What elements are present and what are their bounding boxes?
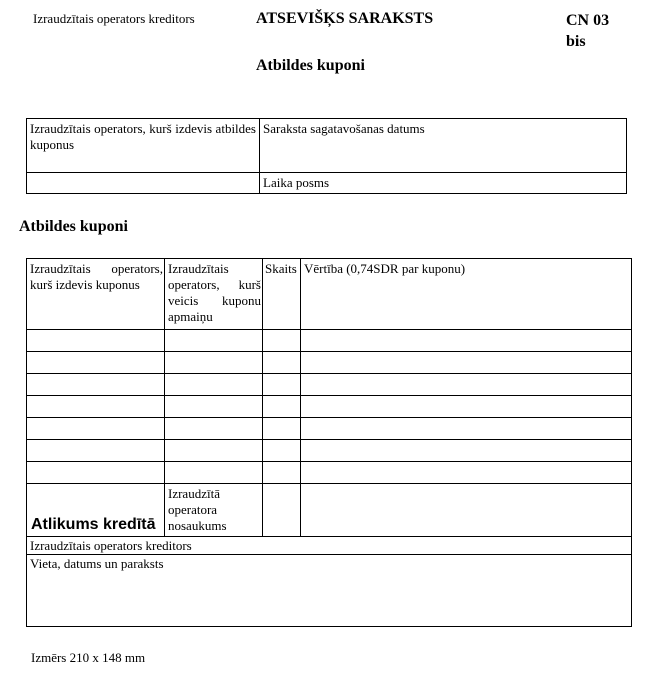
table-row bbox=[26, 351, 632, 352]
table-row bbox=[26, 461, 632, 462]
document-subtitle: Atbildes kuponi bbox=[256, 57, 365, 74]
table-row bbox=[26, 417, 632, 418]
table-row bbox=[26, 483, 632, 484]
form-code-line2: bis bbox=[566, 33, 586, 50]
table-row bbox=[26, 373, 632, 374]
signature-field-label: Vieta, datums un paraksts bbox=[30, 556, 164, 571]
col-header-count: Skaits bbox=[265, 261, 297, 276]
form-code-line1: CN 03 bbox=[566, 12, 610, 29]
table-row bbox=[26, 329, 632, 330]
col-header-exchanger: Izraudzītais operators, kurš veicis kuponu apmaiņu bbox=[168, 261, 261, 324]
form-code bbox=[566, 10, 609, 52]
info-table-divider bbox=[259, 118, 260, 194]
creditor-operator-field-label: Izraudzītais operators kreditors bbox=[30, 538, 192, 553]
signature-row-top bbox=[26, 554, 632, 555]
list-date-field-label: Saraksta sagatavošanas datums bbox=[263, 121, 425, 136]
info-table-row-divider bbox=[26, 172, 627, 173]
creditor-operator-label: Izraudzītais operators kreditors bbox=[33, 11, 195, 26]
balance-label: Atlikums kredītā bbox=[31, 516, 156, 533]
col-header-value: Vērtība (0,74SDR par kuponu) bbox=[304, 261, 466, 276]
coupon-col-divider-3 bbox=[300, 258, 301, 536]
issuer-operator-field-label: Izraudzītais operators, kurš izdevis atbildes kuponus bbox=[30, 121, 256, 152]
operator-name-label: Izraudzītā operatora nosaukums bbox=[168, 486, 227, 533]
col-header-issuer: Izraudzītais operators, kurš izdevis kuponus bbox=[30, 261, 163, 292]
document-title: ATSEVIŠĶS SARAKSTS bbox=[256, 10, 434, 27]
creditor-row-top bbox=[26, 536, 632, 537]
section-title: Atbildes kuponi bbox=[19, 218, 128, 235]
table-row bbox=[26, 395, 632, 396]
table-row bbox=[26, 439, 632, 440]
period-field-label: Laika posms bbox=[263, 175, 330, 190]
coupon-col-divider-1 bbox=[164, 258, 165, 536]
size-note: Izmērs 210 x 148 mm bbox=[31, 650, 146, 665]
coupon-col-divider-2 bbox=[262, 258, 263, 536]
